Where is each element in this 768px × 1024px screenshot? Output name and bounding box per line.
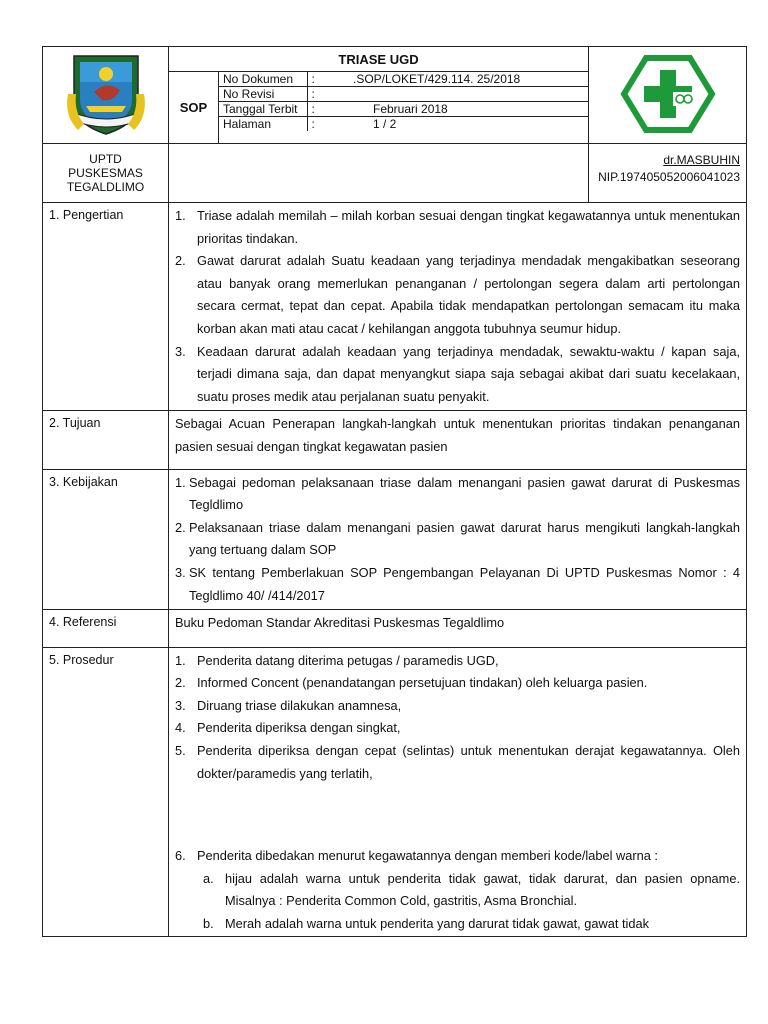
item-text: Pelaksanaan triase dalam menangani pasien gawat darurat harus mengikuti langkah-langkah yang tertuang dalam SOP: [189, 519, 741, 558]
item-text: Diruang triase dilakukan anamnesa,: [197, 697, 402, 713]
list-item: [175, 562, 740, 607]
item-text: Triase adalah memilah – milah korban sesuai dengan tingkat kegawatannya untuk menentukan prioritas tindakan.: [197, 208, 741, 246]
puskesmas-logo-icon: [616, 54, 720, 134]
list-item: [175, 250, 740, 340]
item-text: Penderita diperiksa dengan cepat (selintas) untuk menentukan derajat kegawatannya. Oleh dokter/paramedis yang terlatih,: [197, 743, 741, 781]
meta-value: Februari 2018: [349, 102, 588, 117]
list-item: [175, 845, 740, 868]
item-text: Merah adalah warna untuk penderita yang darurat tidak gawat, gawat tidak: [225, 916, 649, 932]
item-number: 3.: [175, 564, 186, 580]
item-text: Penderita diperiksa dengan singkat,: [197, 720, 401, 736]
sop-document: [42, 46, 746, 937]
list-item: [175, 341, 740, 409]
item-text: Gawat darurat adalah Suatu keadaan yang terjadinya mendadak mengakibatkan seseorang atau banyak orang memerlukan penanganan / pertolongan segera dalam arti pertolongan secara cermat, tepat dan cepat. Apabila tidak mendapatkan pertolongan semacam itu maka korban akan mati atau cacat / kehilangan anggota tubuhnya seumur hidup.: [197, 253, 741, 336]
meta-colon: :: [307, 72, 349, 87]
section-body-referensi: [169, 610, 747, 648]
item-number: 3.: [175, 697, 186, 713]
blank-cell: [169, 144, 589, 203]
section-label-pengertian: 1. Pengertian: [43, 203, 169, 411]
unit-line: TEGALDLIMO: [66, 180, 145, 194]
document-meta: [219, 72, 588, 131]
regency-emblem-cell: [43, 47, 169, 144]
signer-name: dr.MASBUHIN: [663, 153, 741, 167]
signer-nip: NIP.197405052006041023: [598, 170, 741, 184]
meta-key: Halaman: [219, 117, 307, 132]
section-label-kebijakan: 3. Kebijakan: [43, 469, 169, 610]
item-number: 3.: [175, 343, 186, 359]
item-number: 2.: [175, 519, 186, 535]
tujuan-text: Sebagai Acuan Penerapan langkah-langkah untuk menentukan prioritas tindakan penanganan pasien sesuai dengan tingkat kegawatan pasien: [175, 416, 741, 454]
item-number: 2.: [175, 253, 186, 269]
item-text: SK tentang Pemberlakuan SOP Pengembangan Pelayanan Di UPTD Puskesmas Nomor : 4 Tegldlimo 40/ /414/2017: [189, 564, 741, 603]
list-item: [175, 650, 740, 673]
list-item: [175, 717, 740, 740]
item-letter: a.: [203, 870, 214, 886]
item-number: 1.: [175, 474, 186, 490]
section-body-pengertian: [169, 203, 747, 411]
sub-list-item: [175, 913, 740, 936]
sop-label: SOP: [169, 72, 219, 144]
meta-value: 1 / 2: [349, 117, 588, 132]
puskesmas-logo-cell: [589, 47, 747, 144]
list-item: [175, 517, 740, 562]
item-number: 4.: [175, 720, 186, 736]
list-item: [175, 672, 740, 695]
item-number: 1.: [175, 652, 186, 668]
item-text: Penderita dibedakan menurut kegawatannya dengan memberi kode/label warna :: [197, 848, 658, 864]
item-text: Informed Concent (penandatangan persetujuan tindakan) oleh keluarga pasien.: [197, 675, 648, 691]
item-number: 2.: [175, 675, 186, 691]
meta-key: No Revisi: [219, 87, 307, 102]
unit-line: PUSKESMAS: [68, 166, 143, 180]
list-item: [175, 205, 740, 250]
unit-name: [43, 144, 169, 203]
meta-colon: :: [307, 87, 349, 102]
meta-colon: :: [307, 117, 349, 132]
list-item: [175, 740, 740, 785]
document-title: TRIASE UGD: [169, 47, 589, 72]
section-body-prosedur: [169, 647, 747, 936]
item-text: Penderita datang diterima petugas / paramedis UGD,: [197, 652, 499, 668]
item-number: 5.: [175, 743, 186, 759]
section-label-prosedur: 5. Prosedur: [43, 647, 169, 936]
blank-space: [175, 785, 740, 845]
item-number: 6.: [175, 848, 186, 864]
section-body-tujuan: [169, 411, 747, 469]
section-body-kebijakan: [169, 469, 747, 610]
section-label-referensi: 4. Referensi: [43, 610, 169, 648]
item-text: Sebagai pedoman pelaksanaan triase dalam menangani pasien gawat darurat di Puskesmas Tegldlimo: [189, 474, 741, 513]
sub-list-item: [175, 868, 740, 913]
document-meta-cell: [219, 72, 589, 144]
item-text: Keadaan darurat adalah keadaan yang terjadinya mendadak, sewaktu-waktu / kapan saja, terjadi dimana saja, dan dapat menyangkut siapa saja sebagai akibat dari suatu kecelakaan, suatu proses medik atau perjalanan suatu penyakit.: [197, 343, 741, 404]
regency-emblem-icon: [64, 50, 148, 138]
meta-key: Tanggal Terbit: [219, 102, 307, 117]
section-label-tujuan: 2. Tujuan: [43, 411, 169, 469]
list-item: [175, 472, 740, 517]
list-item: [175, 695, 740, 718]
meta-colon: :: [307, 102, 349, 117]
item-text: hijau adalah warna untuk penderita tidak gawat, tidak darurat, dan pasien opname. Misalnya : Penderita Common Cold, gastritis, Asma Bronchial.: [225, 870, 741, 909]
item-letter: b.: [203, 916, 214, 932]
signature-block: [589, 144, 747, 203]
referensi-text: Buku Pedoman Standar Akreditasi Puskesmas Tegaldlimo: [175, 615, 505, 631]
meta-key: No Dokumen: [219, 72, 307, 87]
sop-table: [42, 46, 747, 937]
item-number: 1.: [175, 208, 186, 223]
meta-value: [349, 87, 588, 102]
meta-value: .SOP/LOKET/429.114. 25/2018: [349, 72, 588, 87]
unit-line: UPTD: [89, 152, 122, 166]
